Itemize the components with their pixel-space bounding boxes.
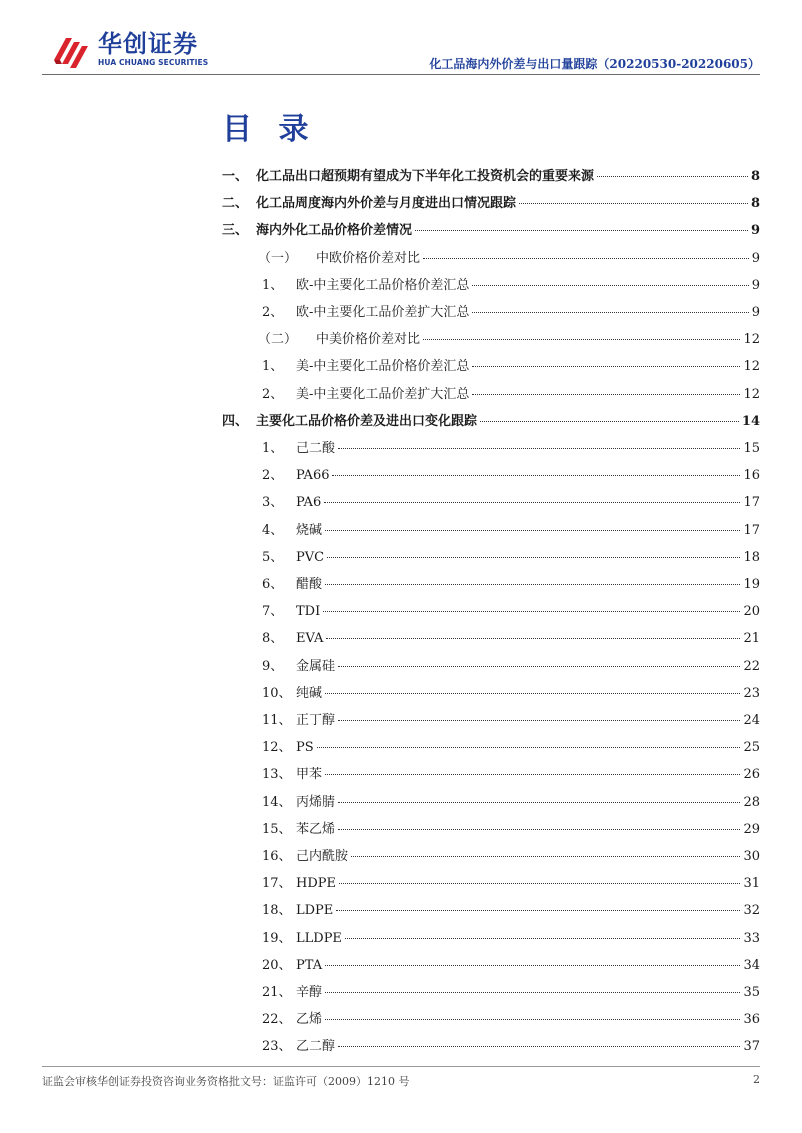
toc-entry-label (262, 709, 335, 728)
toc-entry-text: 金属硅 (296, 658, 336, 674)
toc-entry[interactable] (262, 301, 760, 321)
toc-entry-text: 主要化工品价格价差及进出口变化跟踪 (256, 413, 478, 429)
toc-entry-page: 22 (743, 658, 760, 674)
toc-entry-page: 15 (743, 441, 760, 456)
toc-dot-leader (336, 910, 740, 911)
toc-dot-leader (325, 774, 740, 775)
toc-entry[interactable] (262, 1035, 760, 1055)
toc-entry-number: 1、 (262, 441, 284, 456)
toc-entry-label (258, 247, 420, 266)
toc-entry-page: 24 (743, 713, 760, 728)
toc-dot-leader (326, 638, 740, 639)
toc-dot-leader (338, 1046, 740, 1047)
toc-entry-number: 13、 (262, 767, 292, 783)
toc-entry-label (262, 627, 323, 646)
toc-entry-number: （二） (258, 332, 298, 348)
toc-entry-page: 9 (751, 305, 760, 320)
toc-entry[interactable] (262, 763, 760, 783)
toc-entry-page: 23 (743, 685, 760, 701)
toc-dot-leader (597, 176, 748, 177)
toc-entry-page: 29 (743, 821, 760, 837)
toc-entry-text: 正丁醇 (296, 713, 336, 728)
toc-entry-number: 15、 (262, 821, 292, 837)
toc-entry[interactable] (262, 627, 760, 647)
toc-entry-label (262, 845, 348, 864)
toc-dot-leader (325, 965, 740, 966)
toc-entry-label (262, 573, 322, 592)
toc-entry-text: HDPE (296, 876, 336, 892)
logo-chinese-name: 华创证券 (98, 30, 198, 58)
toc-entry-text: 丙烯腈 (296, 794, 336, 810)
toc-entry-text: PA6 (296, 495, 322, 511)
toc-entry-label (262, 736, 314, 755)
toc-entry-text: 中美价格价差对比 (316, 332, 421, 348)
toc-entry-number: 18、 (262, 903, 292, 919)
toc-dot-leader (325, 1019, 740, 1020)
page-number: 2 (753, 1073, 760, 1086)
toc-dot-leader (423, 258, 749, 259)
toc-dot-leader (415, 230, 748, 231)
toc-entry-page: 12 (743, 332, 760, 348)
toc-entry-label (262, 546, 324, 565)
toc-entry[interactable] (262, 845, 760, 865)
toc-entry[interactable] (262, 954, 760, 974)
toc-dot-leader (480, 421, 739, 422)
toc-entry[interactable] (262, 383, 760, 403)
toc-entry[interactable] (262, 491, 760, 511)
toc-entry-text: LLDPE (296, 930, 342, 946)
toc-dot-leader (338, 448, 740, 449)
toc-entry[interactable] (262, 546, 760, 566)
toc-entry-number: （一） (258, 250, 298, 266)
toc-entry-number: 二、 (222, 196, 249, 212)
toc-entry-number: 7、 (262, 604, 284, 620)
toc-entry[interactable] (262, 682, 760, 702)
toc-entry[interactable] (262, 709, 760, 729)
toc-entry[interactable] (262, 464, 760, 484)
toc-entry[interactable] (262, 600, 760, 620)
toc-entry-number: 22、 (262, 1012, 292, 1028)
toc-entry[interactable] (262, 927, 760, 947)
toc-entry-page: 33 (743, 930, 760, 946)
toc-entry[interactable] (222, 410, 760, 430)
page-header (0, 0, 802, 80)
toc-entry[interactable] (262, 1008, 760, 1028)
toc-entry-number: 14、 (262, 794, 292, 810)
document-title: 化工品海内外价差与出口量跟踪（20220530-20220605） (429, 57, 760, 71)
toc-dot-leader (338, 802, 740, 803)
toc-entry-label (262, 927, 342, 946)
toc-entry-text: 辛醇 (296, 985, 323, 1000)
toc-entry[interactable] (262, 791, 760, 811)
toc-dot-leader (317, 747, 741, 748)
toc-entry-label (222, 165, 594, 184)
toc-entry-text: 化工品出口超预期有望成为下半年化工投资机会的重要来源 (256, 169, 595, 184)
toc-entry-label (262, 437, 335, 456)
toc-entry-page: 26 (743, 767, 760, 783)
toc-entry[interactable] (262, 355, 760, 375)
toc-entry-text: TDI (296, 604, 321, 620)
toc-entry-text: 烧碱 (296, 522, 323, 538)
toc-heading: 目 录 (222, 112, 317, 147)
toc-dot-leader (325, 584, 740, 585)
toc-entry-number: 2、 (262, 386, 284, 402)
toc-entry-label (262, 274, 469, 293)
toc-entry[interactable] (262, 437, 760, 457)
toc-entry-page: 35 (743, 985, 760, 1000)
toc-entry-page: 9 (751, 277, 760, 293)
toc-entry-number: 11、 (262, 713, 292, 728)
toc-entry-page: 37 (743, 1039, 760, 1055)
toc-entry[interactable] (262, 981, 760, 1001)
toc-entry[interactable] (258, 247, 760, 267)
toc-entry-number: 2、 (262, 305, 284, 320)
toc-entry-number: 8、 (262, 631, 284, 647)
toc-dot-leader (325, 530, 740, 531)
footer-license-text: 证监会审核华创证券投资咨询业务资格批文号：证监许可（2009）1210 号 (42, 1075, 410, 1088)
toc-entry-number: 9、 (262, 658, 284, 674)
toc-entry-label (262, 954, 322, 973)
toc-entry-page: 8 (750, 196, 760, 212)
toc-entry[interactable] (222, 219, 760, 239)
toc-entry-label (262, 600, 320, 619)
toc-entry-label (262, 791, 335, 810)
toc-entry[interactable] (262, 872, 760, 892)
toc-entry-number: 10、 (262, 685, 292, 701)
toc-entry[interactable] (222, 192, 760, 212)
toc-entry-page: 31 (743, 876, 760, 892)
toc-entry-page: 19 (743, 577, 760, 592)
toc-dot-leader (324, 502, 740, 503)
toc-entry-text: 化工品周度海内外价差与月度进出口情况跟踪 (256, 196, 517, 212)
toc-entry-text: LDPE (296, 903, 334, 919)
toc-entry-page: 21 (743, 631, 760, 647)
toc-entry-label (222, 192, 516, 211)
toc-entry-page: 17 (743, 522, 760, 538)
toc-entry[interactable] (262, 274, 760, 294)
toc-entry-label (258, 328, 420, 347)
toc-entry-label (262, 464, 329, 483)
toc-entry-page: 28 (743, 794, 760, 810)
toc-entry-number: 21、 (262, 985, 292, 1000)
toc-entry[interactable] (262, 519, 760, 539)
toc-dot-leader (339, 883, 740, 884)
toc-dot-leader (325, 693, 740, 694)
toc-entry-text: 美-中主要化工品价差扩大汇总 (296, 386, 470, 402)
toc-entry-page: 9 (751, 250, 760, 266)
toc-dot-leader (472, 285, 748, 286)
toc-entry[interactable] (262, 655, 760, 675)
toc-entry-number: 三、 (222, 223, 249, 239)
toc-entry-number: 3、 (262, 495, 284, 511)
toc-dot-leader (351, 856, 740, 857)
toc-entry-label (262, 655, 335, 674)
toc-entry[interactable] (262, 573, 760, 593)
toc-entry-label (262, 355, 469, 374)
toc-entry-page: 12 (743, 386, 760, 402)
toc-dot-leader (472, 312, 748, 313)
toc-entry-text: PA66 (296, 468, 330, 484)
toc-entry-number: 12、 (262, 740, 292, 756)
toc-entry-page: 12 (743, 359, 760, 375)
toc-dot-leader (332, 475, 740, 476)
toc-entry-label (262, 491, 321, 510)
toc-entry-number: 四、 (222, 413, 249, 429)
toc-entry-text: 苯乙烯 (296, 821, 336, 837)
toc-dot-leader (519, 203, 748, 204)
toc-entry-label (262, 1035, 335, 1054)
toc-entry-label (262, 1008, 322, 1027)
toc-entry-page: 32 (743, 903, 760, 919)
toc-dot-leader (472, 394, 740, 395)
toc-entry[interactable] (262, 818, 760, 838)
toc-entry-text: 醋酸 (296, 577, 323, 592)
toc-entry-label (222, 410, 477, 429)
toc-entry[interactable] (262, 736, 760, 756)
toc-entry-page: 34 (743, 957, 760, 973)
toc-entry-label (262, 301, 469, 320)
toc-entry-page: 36 (743, 1012, 760, 1028)
toc-entry[interactable] (222, 165, 760, 185)
header-divider (42, 74, 760, 75)
toc-entry-text: 乙烯 (296, 1012, 323, 1028)
toc-dot-leader (345, 938, 741, 939)
toc-entry-label (262, 981, 322, 1000)
toc-entry-label (262, 818, 335, 837)
toc-entry-number: 20、 (262, 957, 292, 973)
toc-dot-leader (327, 557, 740, 558)
footer-divider (42, 1066, 760, 1067)
toc-entry-page: 18 (743, 549, 760, 565)
toc-dot-leader (325, 992, 740, 993)
toc-entry-page: 16 (743, 468, 760, 484)
toc-entry-text: 乙二醇 (296, 1039, 336, 1055)
toc-entry-text: 己二酸 (296, 441, 336, 456)
toc-entry-text: PS (296, 740, 314, 756)
toc-entry-label (262, 519, 322, 538)
toc-entry-page: 20 (743, 604, 760, 620)
toc-dot-leader (338, 666, 740, 667)
toc-entry-label (262, 682, 322, 701)
toc-dot-leader (472, 366, 740, 367)
toc-dot-leader (423, 339, 740, 340)
toc-entry-number: 2、 (262, 468, 284, 484)
toc-dot-leader (338, 829, 740, 830)
toc-entry-number: 4、 (262, 522, 284, 538)
toc-entry-text: 欧-中主要化工品价差扩大汇总 (296, 305, 470, 320)
toc-entry-number: 1、 (262, 277, 284, 293)
toc-entry[interactable] (262, 899, 760, 919)
company-logo (52, 30, 209, 70)
toc-entry-number: 5、 (262, 549, 284, 565)
toc-entry-text: 中欧价格价差对比 (316, 250, 421, 266)
toc-entry-text: PTA (296, 957, 323, 973)
toc-entry-text: 欧-中主要化工品价格价差汇总 (296, 277, 470, 293)
logo-mark-icon (52, 30, 92, 70)
toc-dot-leader (338, 720, 740, 721)
toc-entry-label (262, 872, 336, 891)
toc-entry-number: 一、 (222, 169, 249, 184)
toc-dot-leader (323, 611, 740, 612)
toc-entry-page: 8 (750, 169, 760, 184)
toc-entry-text: 己内酰胺 (296, 849, 349, 864)
toc-entry-number: 17、 (262, 876, 292, 892)
toc-entry-page: 9 (750, 223, 760, 239)
toc-entry-text: 美-中主要化工品价格价差汇总 (296, 359, 470, 375)
toc-entry-page: 14 (741, 413, 760, 429)
toc-entry-number: 6、 (262, 577, 284, 592)
toc-entry-text: 海内外化工品价格价差情况 (256, 223, 413, 239)
toc-entry-text: 甲苯 (296, 767, 323, 783)
toc-entry-number: 23、 (262, 1039, 292, 1055)
toc-entry-text: EVA (296, 631, 324, 647)
logo-english-name: HUA CHUANG SECURITIES (98, 58, 209, 67)
toc-entry-label (262, 383, 469, 402)
toc-entry-number: 19、 (262, 930, 292, 946)
toc-entry[interactable] (258, 328, 760, 348)
toc-entry-number: 16、 (262, 849, 292, 864)
toc-entry-label (262, 763, 322, 782)
toc-entry-page: 25 (743, 740, 760, 756)
toc-entry-label (262, 899, 333, 918)
toc-entry-text: 纯碱 (296, 685, 323, 701)
toc-entry-label (222, 219, 412, 238)
toc-entry-page: 17 (743, 495, 760, 511)
toc-entry-text: PVC (296, 549, 325, 565)
toc-entry-page: 30 (743, 849, 760, 864)
toc-entry-number: 1、 (262, 359, 284, 375)
